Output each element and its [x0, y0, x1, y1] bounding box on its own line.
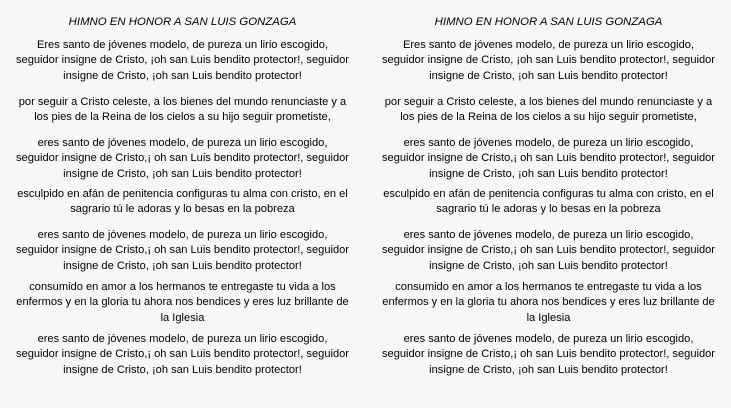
hymn-line: eres santo de jóvenes modelo, de pureza un lirio escogido, — [37, 333, 328, 345]
hymn-line: consumido en amor a los hermanos te entregaste tu vida a los — [29, 281, 336, 293]
hymn-line: los pies de la Reina de los cielos a su hijo seguir prometiste, — [400, 111, 697, 124]
hymn-verse — [372, 187, 725, 218]
hymn-line: insigne de Cristo, ¡oh san Luis bendito protector! — [63, 69, 302, 82]
hymn-line: seguidor insigne de Cristo,¡ oh san Luis bendito protector!, seguidor — [381, 244, 715, 257]
hymn-verse — [6, 187, 359, 218]
hymn-line: sagrario tú le adoras y lo besas en la pobreza — [436, 203, 661, 216]
hymn-line: Eres santo de jóvenes modelo, de pureza un lirio escogido, — [402, 39, 695, 51]
hymn-chorus — [6, 228, 359, 274]
hymn-verse — [6, 95, 359, 126]
hymn-line: insigne de Cristo, ¡oh san Luis bendito protector! — [63, 167, 302, 180]
hymn-line: sagrario tú le adoras y lo besas en la pobreza — [70, 203, 295, 216]
hymn-line: eres santo de jóvenes modelo, de pureza un lirio escogido, — [403, 333, 694, 345]
hymn-line: la Iglesia — [160, 311, 205, 324]
hymn-chorus — [6, 38, 359, 84]
hymn-verse — [372, 280, 725, 326]
hymn-chorus — [372, 332, 725, 378]
hymn-line: los pies de la Reina de los cielos a su hijo seguir prometiste, — [34, 111, 331, 124]
hymn-line: seguidor insigne de Cristo,¡ oh san Luis bendito protector!, seguidor — [15, 244, 349, 257]
hymn-line: eres santo de jóvenes modelo, de pureza un lirio escogido, — [37, 229, 328, 241]
hymn-line: seguidor insigne de Cristo,¡ oh san Luis bendito protector!, seguidor — [15, 152, 349, 165]
hymn-line: seguidor insigne de Cristo, ¡oh san Luis bendito protector!, seguidor — [15, 54, 349, 67]
hymn-line: esculpido en afán de penitencia configuras tu alma con cristo, en el — [17, 188, 348, 200]
hymn-line: por seguir a Cristo celeste, a los bienes del mundo renunciaste y a — [384, 96, 713, 108]
hymn-chorus — [6, 332, 359, 378]
hymn-line: insigne de Cristo, ¡oh san Luis bendito protector! — [63, 363, 302, 376]
hymn-line: seguidor insigne de Cristo,¡ oh san Luis bendito protector!, seguidor — [15, 348, 349, 361]
hymn-line: enfermos y en la gloria tu ahora nos bendices y eres luz brillante de — [16, 296, 349, 309]
hymn-line: por seguir a Cristo celeste, a los bienes del mundo renunciaste y a — [18, 96, 347, 108]
hymn-line: seguidor insigne de Cristo, ¡oh san Luis bendito protector!, seguidor — [381, 54, 715, 67]
hymn-line: enfermos y en la gloria tu ahora nos bendices y eres luz brillante de — [382, 296, 715, 309]
hymn-sheet-left — [0, 0, 365, 408]
hymn-line: esculpido en afán de penitencia configuras tu alma con cristo, en el — [383, 188, 714, 200]
hymn-chorus — [372, 38, 725, 84]
hymn-chorus — [372, 228, 725, 274]
hymn-line: consumido en amor a los hermanos te entregaste tu vida a los — [395, 281, 702, 293]
hymn-line: eres santo de jóvenes modelo, de pureza un lirio escogido, — [403, 229, 694, 241]
hymn-line: eres santo de jóvenes modelo, de pureza un lirio escogido, — [37, 137, 328, 149]
hymn-line: seguidor insigne de Cristo,¡ oh san Luis bendito protector!, seguidor — [381, 152, 715, 165]
hymn-line: insigne de Cristo, ¡oh san Luis bendito protector! — [429, 69, 668, 82]
hymn-line: insigne de Cristo, ¡oh san Luis bendito protector! — [63, 259, 302, 272]
hymn-line: seguidor insigne de Cristo,¡ oh san Luis bendito protector!, seguidor — [381, 348, 715, 361]
hymn-chorus — [6, 136, 359, 182]
hymn-line: eres santo de jóvenes modelo, de pureza un lirio escogido, — [403, 137, 694, 149]
hymn-chorus — [372, 136, 725, 182]
hymn-verse — [6, 280, 359, 326]
hymn-line: Eres santo de jóvenes modelo, de pureza un lirio escogido, — [36, 39, 329, 51]
hymn-title: HIMNO EN HONOR A SAN LUIS GONZAGA — [434, 16, 663, 28]
hymn-line: insigne de Cristo, ¡oh san Luis bendito protector! — [429, 259, 668, 272]
hymn-verse — [372, 95, 725, 126]
hymn-line: la Iglesia — [526, 311, 571, 324]
hymn-line: insigne de Cristo, ¡oh san Luis bendito protector! — [429, 363, 668, 376]
hymn-title: HIMNO EN HONOR A SAN LUIS GONZAGA — [68, 16, 297, 28]
hymn-sheet-right — [366, 0, 731, 408]
hymn-line: insigne de Cristo, ¡oh san Luis bendito protector! — [429, 167, 668, 180]
